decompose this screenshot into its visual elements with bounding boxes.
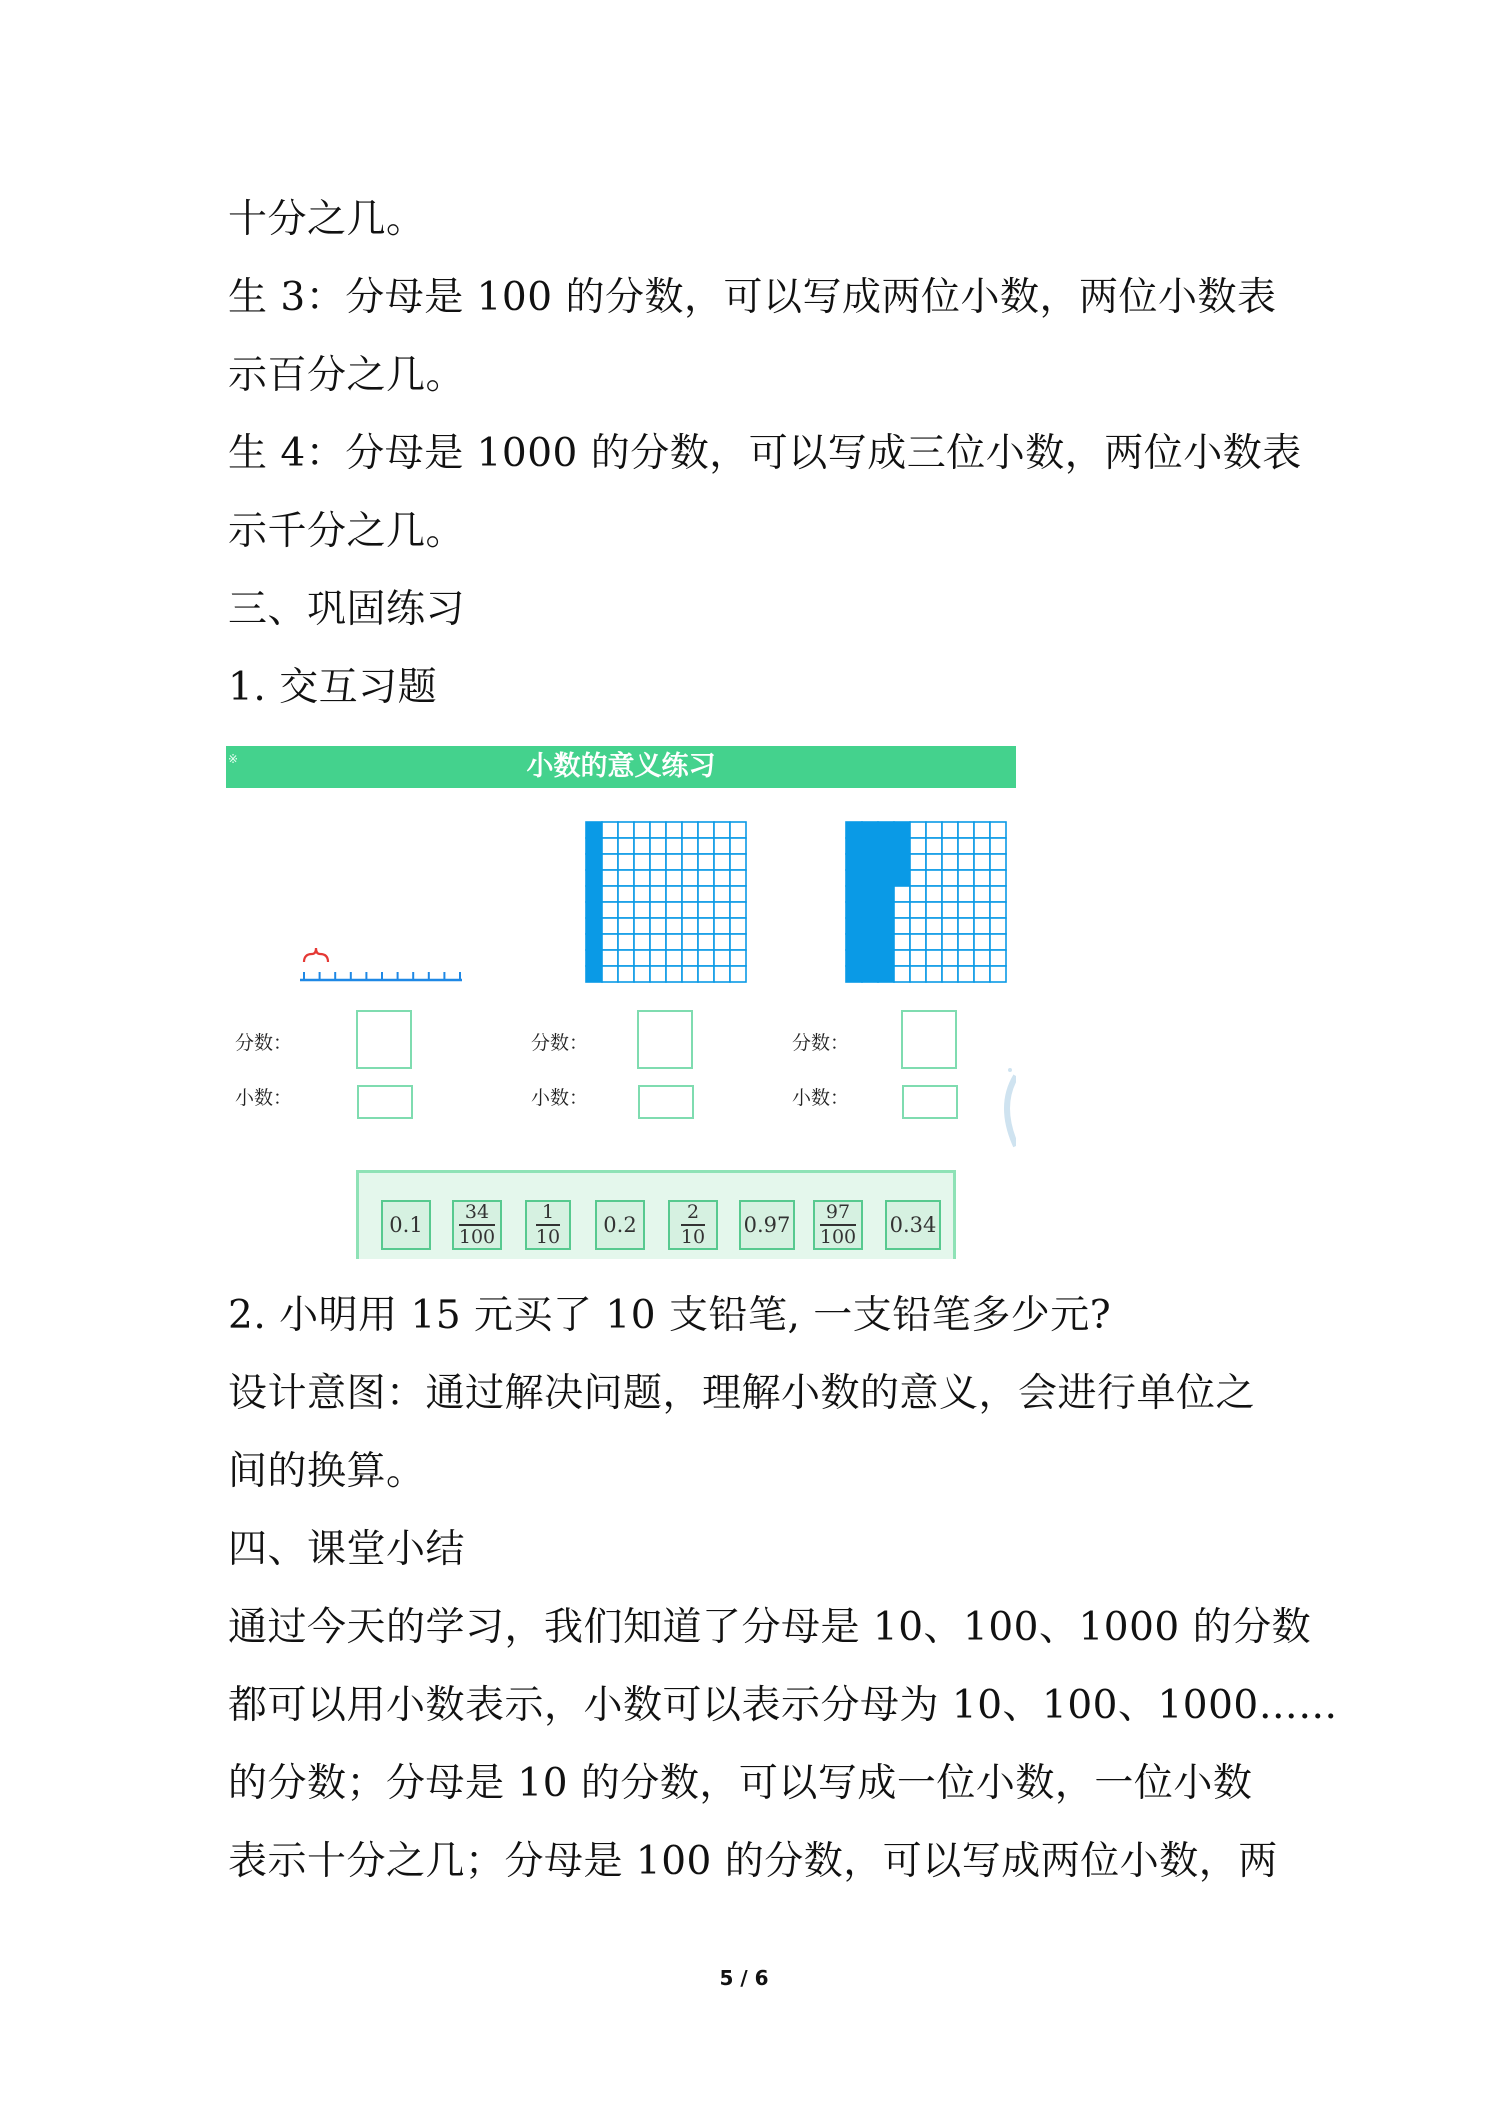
fraction-answer-box-2[interactable] [637,1010,693,1069]
grid-cell [942,886,958,902]
grid-cell [618,870,634,886]
grid-cell [714,902,730,918]
grid-cell [862,902,878,918]
grid-cell [974,950,990,966]
grid-cell [878,822,894,838]
grid-cell [634,934,650,950]
grid-cell [878,950,894,966]
grid-cell [714,966,730,982]
paragraph-line: 的分数；分母是 10 的分数，可以写成一位小数，一位小数 [228,1761,1253,1806]
grid-cell [618,854,634,870]
grid-cell [586,918,602,934]
answer-chip-fraction[interactable]: $\frac{34}{100}$ [452,1200,502,1250]
grid-cell [682,822,698,838]
grid-cell [974,918,990,934]
decorative-curve [994,1066,1016,1156]
grid-cell [730,838,746,854]
grid-cell [974,822,990,838]
grid-cell [958,838,974,854]
grid-cell [926,854,942,870]
grid-cell [862,838,878,854]
grid-cell [974,854,990,870]
grid-cell [730,902,746,918]
grid-cell [602,838,618,854]
grid-cell [698,822,714,838]
decimal-answer-box-2[interactable] [638,1085,694,1119]
grid-cell [650,934,666,950]
grid-cell [926,950,942,966]
grid-cell [942,870,958,886]
grid-cell [942,854,958,870]
grid-cell [846,950,862,966]
grid-cell [942,934,958,950]
paragraph-line: 生 4：分母是 1000 的分数，可以写成三位小数，两位小数表 [228,431,1302,476]
grid-cell [990,950,1006,966]
grid-cell [602,918,618,934]
grid-cell [862,870,878,886]
grid-cell [586,870,602,886]
grid-cell [894,918,910,934]
grid-cell [634,870,650,886]
grid-cell [618,822,634,838]
grid-cell [682,838,698,854]
grid-cell [666,870,682,886]
grid-cell [862,854,878,870]
answer-chip-fraction[interactable]: $\frac{2}{10}$ [668,1200,718,1250]
decimal-answer-box-1[interactable] [357,1085,413,1119]
grid-cell [846,886,862,902]
grid-cell [682,886,698,902]
grid-cell [990,902,1006,918]
grid-cell [974,934,990,950]
paragraph-line: 通过今天的学习，我们知道了分母是 10、100、1000 的分数 [228,1605,1312,1650]
grid-cell [714,934,730,950]
grid-cell [666,886,682,902]
grid-cell [602,966,618,982]
grid-cell [846,934,862,950]
grid-cell [942,838,958,854]
grid-cell [894,966,910,982]
grid-cell [634,918,650,934]
grid-cell [894,838,910,854]
grid-cell [586,822,602,838]
grid-cell [862,918,878,934]
grid-cell [714,918,730,934]
answer-chip-fraction[interactable]: $\frac{1}{10}$ [525,1200,571,1250]
paragraph-line: 都可以用小数表示，小数可以表示分母为 10、100、1000…… [228,1683,1338,1728]
decimal-answer-box-3[interactable] [902,1085,958,1119]
section-heading: 三、巩固练习 [228,587,466,632]
grid-cell [682,902,698,918]
grid-cell [862,950,878,966]
grid-cell [698,950,714,966]
grid-cell [910,886,926,902]
paragraph-line: 表示十分之几；分母是 100 的分数，可以写成两位小数，两 [228,1839,1278,1884]
grid-cell [942,966,958,982]
grid-cell [894,950,910,966]
grid-cell [878,966,894,982]
paragraph-line: 示百分之几。 [228,353,466,398]
grid-cell [958,950,974,966]
grid-cell [682,950,698,966]
grid-cell [862,886,878,902]
grid-cell [958,902,974,918]
grid-cell [586,854,602,870]
grid-cell [602,886,618,902]
grid-cell [878,838,894,854]
grid-cell [618,918,634,934]
grid-cell [878,854,894,870]
grid-cell [650,918,666,934]
grid-cell [602,934,618,950]
grid-cell [894,934,910,950]
grid-cell [926,918,942,934]
grid-cell [846,870,862,886]
grid-cell [878,918,894,934]
paragraph-line: 设计意图：通过解决问题，理解小数的意义，会进行单位之 [228,1371,1256,1416]
grid-cell [878,886,894,902]
grid-cell [714,886,730,902]
exercise-title-bar [226,746,1016,788]
grid-cell [990,870,1006,886]
grid-cell [878,934,894,950]
corner-mark: ※ [228,752,239,766]
grid-cell [714,838,730,854]
number-line [296,946,466,996]
grid-cell [990,822,1006,838]
grid-cell [990,918,1006,934]
grid-cell [666,902,682,918]
paragraph-line: 2. 小明用 15 元买了 10 支铅笔, 一支铅笔多少元? [228,1293,1112,1338]
grid-cell [974,870,990,886]
grid-cell [958,854,974,870]
grid-cell [602,822,618,838]
grid-cell [618,838,634,854]
grid-cell [730,966,746,982]
grid-cell [666,966,682,982]
grid-cell [990,854,1006,870]
grid-cell [634,838,650,854]
grid-cell [666,918,682,934]
grid-cell [958,918,974,934]
grid-cell [910,918,926,934]
grid-cell [602,870,618,886]
grid-cell [698,870,714,886]
grid-cell [926,886,942,902]
grid-cell [586,902,602,918]
grid-cell [910,854,926,870]
grid-cell [878,902,894,918]
grid-cell [730,822,746,838]
grid-cell [650,854,666,870]
grid-cell [878,870,894,886]
grid-cell [958,822,974,838]
grid-cell [846,854,862,870]
grid-cell [910,934,926,950]
grid-cell [634,854,650,870]
paragraph-line: 示千分之几。 [228,509,466,554]
grid-cell [730,870,746,886]
grid-cell [862,822,878,838]
grid-cell [666,950,682,966]
grid-cell [634,950,650,966]
brace-mark [304,948,328,962]
grid-cell [958,934,974,950]
grid-cell [650,950,666,966]
answer-chip-decimal[interactable]: 0.34 [885,1200,941,1250]
fraction-label: 分数： [235,1032,293,1054]
grid-cell [990,886,1006,902]
section-heading: 四、课堂小结 [228,1527,466,1572]
grid-cell [990,966,1006,982]
grid-cell [634,966,650,982]
grid-cell [618,934,634,950]
grid-cell [682,934,698,950]
grid-cell [846,918,862,934]
grid-cell [990,838,1006,854]
grid-cell [714,870,730,886]
grid-cell [894,870,910,886]
grid-cell [974,966,990,982]
answer-chip-decimal[interactable]: 0.2 [595,1200,645,1250]
grid-cell [846,966,862,982]
exercise-title: 小数的意义练习 [526,751,716,782]
page-number: 5 / 6 [719,1966,769,1990]
grid-cell [926,966,942,982]
exercise-figure [226,746,1016,1259]
grid-cell [586,966,602,982]
grid-cell [714,854,730,870]
paragraph-line: 间的换算。 [228,1449,426,1494]
grid-cell [650,902,666,918]
grid-cell [602,950,618,966]
grid-cell [958,886,974,902]
grid-cell [602,902,618,918]
decimal-label: 小数： [792,1087,850,1109]
grid-cell [602,854,618,870]
grid-cell [926,822,942,838]
grid-cell [666,822,682,838]
grid-cell [730,934,746,950]
grid-cell [698,886,714,902]
grid-cell [586,886,602,902]
grid-cell [698,854,714,870]
grid-cell [586,934,602,950]
grid-cell [910,902,926,918]
grid-cell [650,886,666,902]
grid-cell [634,902,650,918]
grid-cell [894,902,910,918]
answer-chip-decimal[interactable]: 0.1 [381,1200,431,1250]
grid-cell [974,886,990,902]
grid-cell [634,822,650,838]
grid-cell [618,902,634,918]
grid-cell [894,854,910,870]
grid-cell [910,822,926,838]
grid-cell [618,966,634,982]
answer-tray [356,1170,956,1259]
grid-cell [730,854,746,870]
fraction-answer-box-1[interactable] [356,1010,412,1069]
grid-cell [846,838,862,854]
fraction-label: 分数： [792,1032,850,1054]
grid-cell [714,822,730,838]
grid-cell [698,934,714,950]
grid-cell [926,870,942,886]
grid-cell [862,934,878,950]
grid-cell [926,838,942,854]
grid-cell [682,918,698,934]
grid-cell [650,838,666,854]
grid-cell [650,822,666,838]
grid-cell [894,886,910,902]
hundred-grid-1 [582,818,750,986]
grid-cell [698,902,714,918]
fraction-label: 分数： [531,1032,589,1054]
grid-cell [682,854,698,870]
grid-cell [926,934,942,950]
grid-cell [942,950,958,966]
grid-cell [682,870,698,886]
grid-cell [846,902,862,918]
grid-cell [682,966,698,982]
grid-cell [666,838,682,854]
hundred-grid-2 [842,818,1010,986]
grid-cell [942,822,958,838]
grid-cell [698,966,714,982]
grid-cell [910,838,926,854]
grid-cell [730,950,746,966]
grid-cell [910,966,926,982]
grid-cell [942,902,958,918]
grid-cell [698,838,714,854]
grid-cell [846,822,862,838]
paragraph-line: 十分之几。 [228,197,426,242]
decimal-label: 小数： [235,1087,293,1109]
grid-cell [586,838,602,854]
grid-cell [926,902,942,918]
decimal-label: 小数： [531,1087,589,1109]
grid-cell [958,966,974,982]
grid-cell [958,870,974,886]
grid-cell [666,934,682,950]
grid-cell [650,966,666,982]
answer-chip-decimal[interactable]: 0.97 [739,1200,795,1250]
fraction-answer-box-3[interactable] [901,1010,957,1069]
grid-cell [650,870,666,886]
grid-cell [910,870,926,886]
grid-cell [974,902,990,918]
grid-cell [862,966,878,982]
grid-cell [894,822,910,838]
grid-cell [634,886,650,902]
grid-cell [698,918,714,934]
grid-cell [910,950,926,966]
grid-cell [974,838,990,854]
grid-cell [730,886,746,902]
answer-chip-fraction[interactable]: $\frac{97}{100}$ [813,1200,863,1250]
grid-cell [990,934,1006,950]
grid-cell [942,918,958,934]
grid-cell [618,950,634,966]
paragraph-line: 生 3：分母是 100 的分数，可以写成两位小数，两位小数表 [228,275,1277,320]
grid-cell [666,854,682,870]
grid-cell [714,950,730,966]
exercise-heading: 1. 交互习题 [228,665,438,710]
grid-cell [618,886,634,902]
grid-cell [586,950,602,966]
grid-cell [730,918,746,934]
